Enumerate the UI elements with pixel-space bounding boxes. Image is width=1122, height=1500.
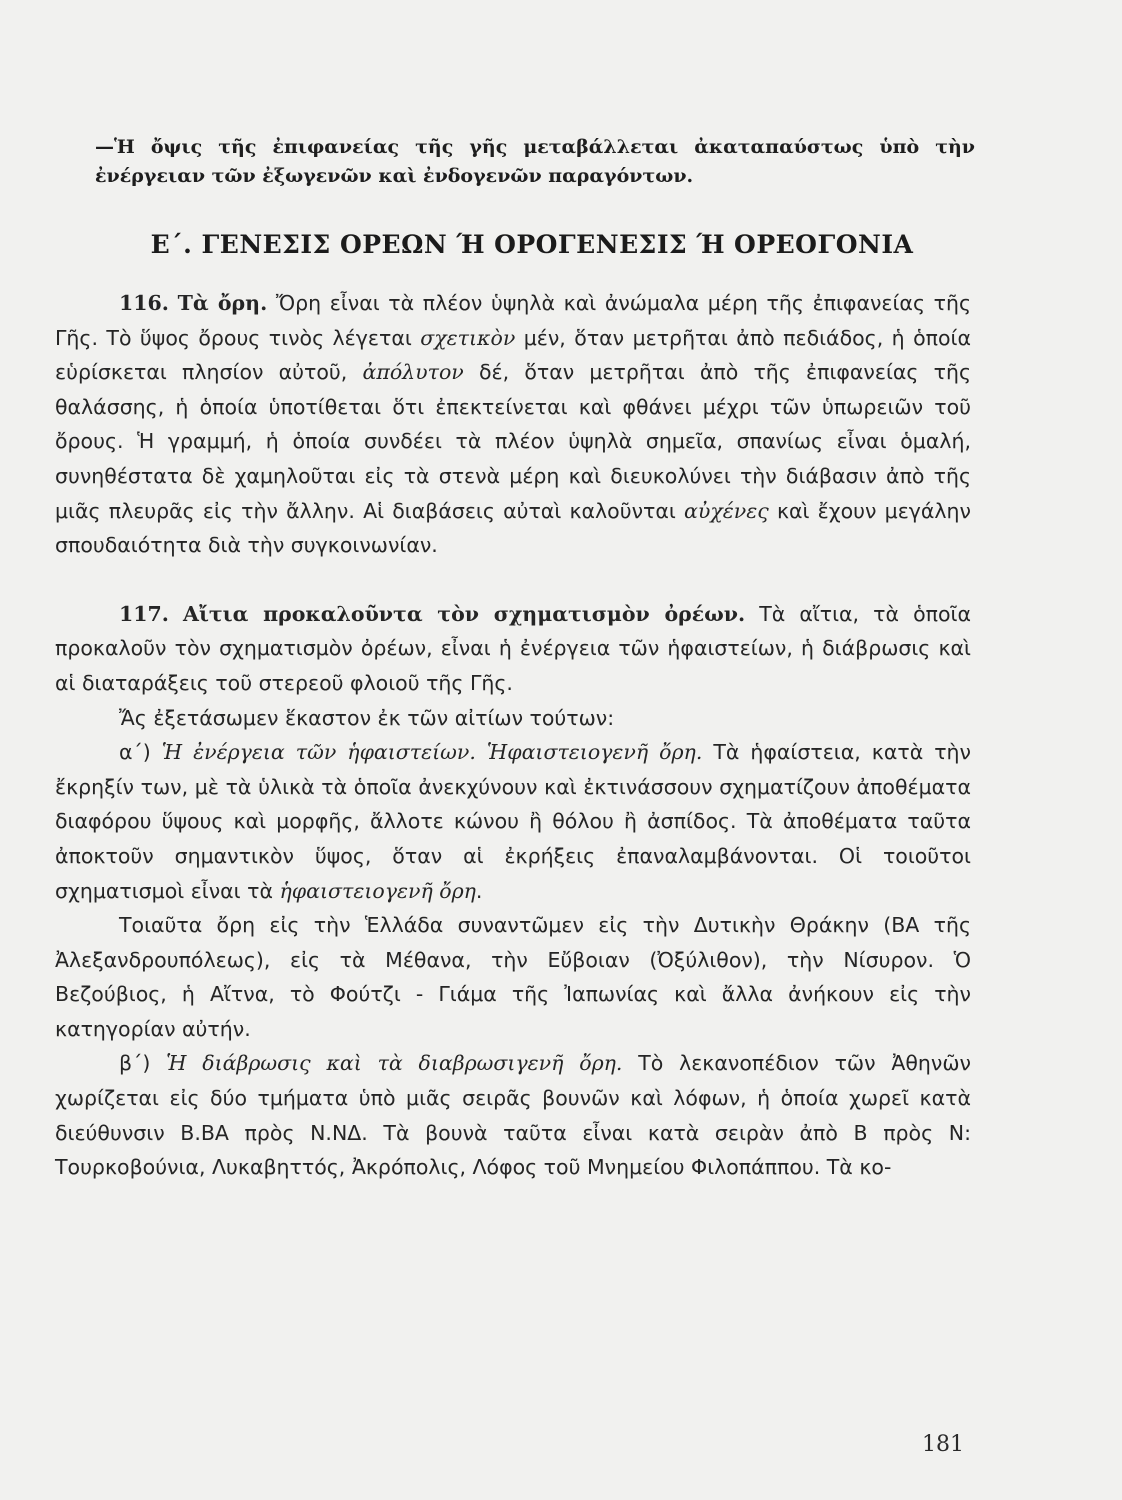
paragraph-116-text-1: Ὄρη εἶναι τὰ πλέον ὑψηλὰ καὶ ἀνώμαλα μέρη τῆς ἐπιφανείας τῆς Γῆς. Τὸ ὕψος ὄρους τινὸς λέγεται xyxy=(55,291,971,350)
paragraph-item-b xyxy=(55,1046,971,1184)
section-number-116: 116. xyxy=(119,291,169,315)
paragraph-116-text-2: μέν, ὅταν μετρῆται ἀπὸ πεδιάδος, ἡ ὁποία εὑρίσκεται πλησίον αὐτοῦ, xyxy=(55,325,971,385)
paragraph-item-a-examples: Τοιαῦτα ὄρη εἰς τὴν Ἑλλάδα συναντῶμεν εἰς τὴν Δυτικὴν Θράκην (ΒΑ τῆς Ἀλεξανδρουπόλεως), εἰς τὰ Μέθανα, τὴν Εὔβοιαν (Ὀξύλιθον), τὴν Νίσυρον. Ὁ Βεζούβιος, ἡ Αἴτνα, τὸ Φούτζι - Γιάμα τῆς Ἰαπωνίας καὶ ἄλλα ἀνήκουν εἰς τὴν κατηγορίαν αὐτήν. xyxy=(55,913,971,1041)
item-a-text-2: . xyxy=(475,878,483,903)
paragraph-gap xyxy=(55,563,971,597)
item-b-text: Τὸ λεκανοπέδιον τῶν Ἀθηνῶν χωρίζεται εἰς δύο τμήματα ὑπὸ μιᾶς σειρᾶς βουνῶν καὶ λόφων, ἡ ὁποία χωρεῖ κατὰ διεύθυνσιν Β.ΒΑ πρὸς Ν.ΝΔ. Τὰ βουνὰ ταῦτα εἶναι κατὰ σειρὰν ἀπὸ Β πρὸς Ν: Τουρκοβούνια, Λυκαβηττός, Ἀκρόπολις, Λόφος τοῦ Μνημείου Φιλοπάππου. Τὰ κο- xyxy=(55,1051,971,1180)
section-title-116: Τὰ ὄρη. xyxy=(177,291,268,315)
paragraph-117-text: Τὰ αἴτια, τὰ ὁποῖα προκαλοῦν τὸν σχηματισμὸν ὀρέων, εἶναι ἡ ἐνέργεια τῶν ἡφαιστείων, ἡ διάβρωσις καὶ αἱ διαταράξεις τοῦ στερεοῦ φλοιοῦ τῆς Γῆς. xyxy=(55,601,971,695)
page-number: 181 xyxy=(922,1432,964,1457)
paragraph-116 xyxy=(55,286,971,563)
paragraph-116-text-3: δέ, ὅταν μετρῆται ἀπὸ τῆς ἐπιφανείας τῆς θαλάσσης, ἡ ὁποία ὑποτίθεται ὅτι ἐπεκτείνεται καὶ φθάνει μέχρι τῶν ὑπωρειῶν τοῦ ὄρους. Ἡ γραμμή, ἡ ὁποία συνδέει τὰ πλέον ὑψηλὰ σημεῖα, σπανίως εἶναι ὁμαλή, συνηθέστατα δὲ χαμηλοῦται εἰς τὰ στενὰ μέρη καὶ διευκολύνει τὴν διάβασιν ἀπὸ τῆς μιᾶς πλευρᾶς εἰς τὴν ἄλλην. Αἱ διαβάσεις αὐταὶ καλοῦνται xyxy=(55,360,972,523)
section-title-117: Αἴτια προκαλοῦντα τὸν σχηματισμὸν ὀρέων. xyxy=(183,601,746,626)
paragraph-item-a xyxy=(55,735,971,908)
section-number-117: 117. xyxy=(119,601,169,626)
term-relative: σχετικὸν xyxy=(420,325,516,350)
item-a-text-1: Τὰ ἡφαίστεια, κατὰ τὴν ἔκρηξίν των, μὲ τὰ ὑλικὰ τὰ ὁποῖα ἀνεκχύνουν καὶ ἐκτινάσσουν σχηματίζουν ἀποθέματα διαφόρου ὕψους καὶ μορφῆς, ἄλλοτε κώνου ἢ θόλου ἢ ἀσπίδος. Τὰ ἀποθέματα ταῦτα ἀποκτοῦν σημαντικὸν ὕψος, ὅταν αἱ ἐκρήξεις ἐπαναλαμβάνονται. Οἱ τοιοῦτοι σχηματισμοὶ εἶναι τὰ xyxy=(55,740,971,903)
term-absolute: ἀπόλυτον xyxy=(362,360,464,385)
paragraph-117-intro: Ἄς ἐξετάσωμεν ἕκαστον ἐκ τῶν αἰτίων τούτων: xyxy=(119,705,615,730)
body-text xyxy=(55,286,971,1185)
item-a-title: Ἡ ἐνέργεια τῶν ἡφαιστείων. Ἡφαιστειογενῆ ὄρη. xyxy=(161,740,703,765)
paragraph-116-text-4: καὶ ἔχουν μεγάλην σπουδαιότητα διὰ τὴν συγκοινωνίαν. xyxy=(55,498,971,558)
term-passes: αὐχένες xyxy=(684,498,769,523)
term-volcanic-mountains: ἡφαιστειογενῆ ὄρη xyxy=(279,878,476,903)
chapter-summary: —Ἡ ὄψις τῆς ἐπιφανείας τῆς γῆς μεταβάλλεται ἀκαταπαύστως ὑπὸ τὴν ἐνέργειαν τῶν ἐξωγενῶν καὶ ἐνδογενῶν παραγόντων. xyxy=(95,136,975,187)
item-b-title: Ἡ διάβρωσις καὶ τὰ διαβρωσιγενῆ ὄρη. xyxy=(166,1051,623,1076)
paragraph-117 xyxy=(55,597,971,701)
item-b-label: β΄) xyxy=(119,1051,167,1076)
item-a-label: α΄) xyxy=(119,740,162,765)
section-heading: Ε΄. ΓΕΝΕΣΙΣ ΟΡΕΩΝ Ή ΟΡΟΓΕΝΕΣΙΣ Ή ΟΡΕΟΓΟΝΙΑ xyxy=(150,230,914,259)
